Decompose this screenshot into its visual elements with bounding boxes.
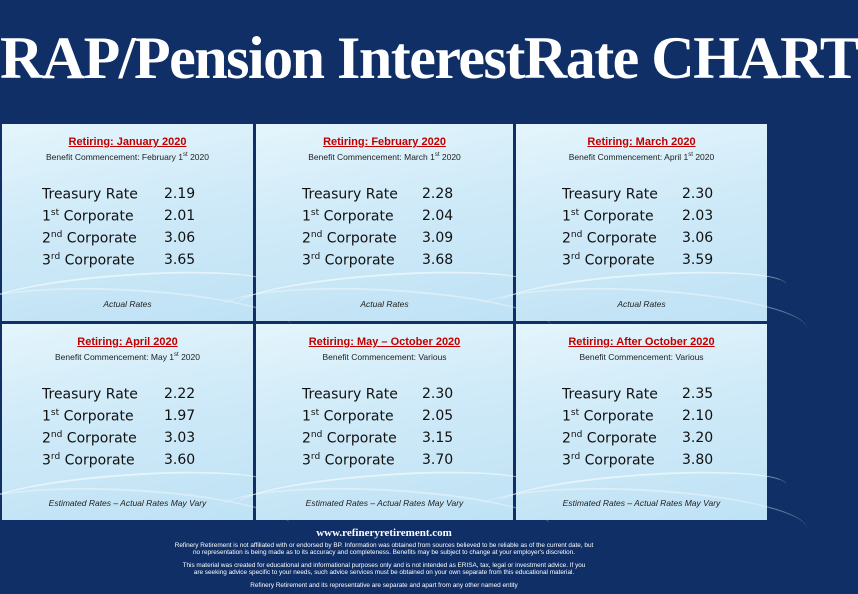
rate-label-text: 1 (302, 408, 311, 425)
rate-value: 2.22 (164, 386, 196, 402)
rate-label-rest: Corporate (579, 208, 654, 225)
rate-label-rest: Corporate (59, 408, 134, 425)
rate-label (302, 252, 395, 269)
rate-value: 1.97 (164, 408, 196, 424)
panel-heading: Retiring: February 2020 (323, 136, 446, 148)
commencement-year: 2020 (692, 152, 715, 162)
rate-row (516, 252, 767, 274)
rate-label-text: 3 (302, 452, 311, 469)
rate-row (256, 430, 513, 452)
rate-label-rest: Corporate (60, 252, 135, 269)
rate-panel (2, 324, 253, 520)
header-banner (0, 0, 858, 122)
benefit-commencement (256, 352, 513, 362)
rate-label (42, 230, 137, 247)
website-url[interactable]: www.refineryretirement.com (316, 527, 452, 539)
rate-label-ordinal: nd (570, 230, 583, 240)
rate-label (562, 430, 657, 447)
rate-value: 2.19 (164, 186, 196, 202)
panel-footnote: Estimated Rates – Actual Rates May Vary (562, 498, 721, 508)
rate-row (516, 208, 767, 230)
rate-label-rest: Corporate (322, 430, 397, 447)
rate-label (562, 208, 654, 225)
rate-row (516, 408, 767, 430)
panel-heading: Retiring: May – October 2020 (308, 336, 461, 348)
rate-label (42, 386, 138, 403)
rate-panel (516, 124, 767, 321)
rate-label-rest: Corporate (579, 408, 654, 425)
rate-label (562, 452, 655, 469)
rate-row (2, 186, 253, 208)
rate-row (2, 386, 253, 408)
panel-footnote: Actual Rates (617, 299, 666, 309)
rate-row (256, 208, 513, 230)
rate-value: 3.03 (164, 430, 196, 446)
rate-label (562, 408, 654, 425)
rate-label-ordinal: nd (310, 230, 323, 240)
rate-value: 3.20 (682, 430, 714, 446)
rate-value: 2.30 (422, 386, 454, 402)
rate-label (302, 430, 397, 447)
rate-value: 2.01 (164, 208, 196, 224)
rate-label-ordinal: rd (50, 252, 61, 262)
rate-label-rest: Corporate (582, 430, 657, 447)
benefit-commencement (516, 152, 767, 162)
panel-heading: Retiring: April 2020 (77, 336, 178, 348)
panel-heading: Retiring: After October 2020 (568, 336, 715, 348)
rates-grid (0, 122, 768, 522)
rate-label-text: 3 (562, 252, 571, 269)
rate-value: 2.10 (682, 408, 714, 424)
commencement-year: 2020 (187, 152, 209, 162)
rate-label (42, 186, 138, 203)
rate-label-rest: Corporate (580, 252, 655, 269)
rate-value: 3.70 (422, 452, 454, 468)
rate-row (256, 186, 513, 208)
rate-row (256, 408, 513, 430)
rate-value: 3.09 (422, 230, 454, 246)
rate-value: 3.65 (164, 252, 196, 268)
rate-label-ordinal: st (570, 208, 580, 218)
rate-label (302, 186, 398, 203)
rate-label-text: 1 (42, 408, 51, 425)
disclaimer-line: This material was created for educational and informational purposes only and is not intended as ERISA, tax, legal or investment advice. If you (182, 562, 586, 569)
rate-value: 3.59 (682, 252, 714, 268)
disclaimer-line: Refinery Retirement is not affiliated with or endorsed by BP. Information was obtained from sources believed to be reliable as of the current date, but (174, 542, 594, 549)
commencement-ordinal: st (688, 152, 693, 159)
rate-label-ordinal: rd (310, 452, 321, 462)
disclaimer-line: no representation is being made as to its accuracy and completeness. Benefits may be subject to change at your employer's discretion. (192, 549, 576, 556)
rate-label-ordinal: rd (50, 452, 61, 462)
rate-label-ordinal: nd (50, 230, 63, 240)
rate-label-text: 1 (562, 408, 571, 425)
disclaimer-line: Refinery Retirement and its representative are separate and apart from any other named entity (250, 582, 518, 589)
rate-row (516, 430, 767, 452)
rate-label-text: Treasury Rate (42, 186, 138, 203)
rate-label-ordinal: st (310, 208, 320, 218)
rate-value: 2.28 (422, 186, 454, 202)
rate-label-text: 2 (42, 230, 51, 247)
page-title: RAP/Pension InterestRate CHART (0, 25, 858, 91)
rate-value: 2.30 (682, 186, 714, 202)
rate-panel (256, 124, 513, 321)
panel-footnote: Actual Rates (360, 299, 409, 309)
rate-row (516, 452, 767, 474)
rate-label-text: Treasury Rate (302, 386, 398, 403)
rate-row (2, 252, 253, 274)
rate-value: 3.06 (682, 230, 714, 246)
rate-label-rest: Corporate (319, 208, 394, 225)
commencement-year: 2020 (439, 152, 461, 162)
rate-label-ordinal: st (50, 208, 60, 218)
rate-label-ordinal: nd (50, 430, 63, 440)
rate-label (302, 408, 394, 425)
rate-label-text: 1 (302, 208, 311, 225)
rate-label (42, 208, 134, 225)
rate-value: 3.06 (164, 230, 196, 246)
rate-label-rest: Corporate (319, 408, 394, 425)
commencement-text: Benefit Commencement: April 1 (568, 152, 689, 162)
rate-label-text: 2 (562, 230, 571, 247)
rate-label (302, 386, 398, 403)
rate-label-rest: Corporate (62, 430, 137, 447)
rate-label (42, 430, 137, 447)
commencement-text: Benefit Commencement: May 1 (54, 352, 175, 362)
panel-footnote: Estimated Rates – Actual Rates May Vary (305, 498, 464, 508)
commencement-year: 2020 (178, 352, 200, 362)
commencement-text: Benefit Commencement: February 1 (46, 152, 184, 162)
commencement-ordinal: st (183, 152, 188, 159)
rate-value: 3.80 (682, 452, 714, 468)
rate-row (256, 386, 513, 408)
commencement-text: Benefit Commencement: March 1 (308, 152, 435, 162)
rate-label-rest: Corporate (580, 452, 655, 469)
rate-label-text: 2 (42, 430, 51, 447)
commencement-ordinal: st (174, 352, 179, 359)
rate-label-ordinal: rd (570, 452, 581, 462)
rate-value: 2.35 (682, 386, 714, 402)
rate-panel (256, 324, 513, 520)
rate-label-text: 1 (562, 208, 571, 225)
commencement-ordinal: st (434, 152, 440, 159)
rate-row (2, 452, 253, 474)
rate-label (562, 230, 657, 247)
benefit-commencement (516, 352, 767, 362)
rate-label-rest: Corporate (60, 452, 135, 469)
rate-label-rest: Corporate (62, 230, 137, 247)
rate-label-text: 2 (302, 230, 311, 247)
rate-row (2, 430, 253, 452)
rate-label-ordinal: rd (310, 252, 321, 262)
rate-panel (2, 124, 253, 321)
benefit-commencement (256, 152, 513, 162)
rate-label-ordinal: nd (310, 430, 323, 440)
rate-label-rest: Corporate (59, 208, 134, 225)
rate-label (302, 230, 397, 247)
rate-value: 2.05 (422, 408, 454, 424)
rate-label (302, 452, 395, 469)
rate-label (42, 452, 135, 469)
rate-row (516, 186, 767, 208)
rate-label-ordinal: st (570, 408, 580, 418)
panel-heading: Retiring: March 2020 (587, 136, 696, 148)
commencement-text: Benefit Commencement: Various (322, 352, 447, 362)
rate-label (302, 208, 394, 225)
rate-row (2, 208, 253, 230)
rate-row (516, 386, 767, 408)
rate-label-ordinal: nd (570, 430, 583, 440)
rate-label-text: 3 (562, 452, 571, 469)
rate-value: 3.68 (422, 252, 454, 268)
rate-label-rest: Corporate (320, 452, 395, 469)
rate-label-text: 3 (302, 252, 311, 269)
rate-value: 3.60 (164, 452, 196, 468)
panel-footnote: Estimated Rates – Actual Rates May Vary (48, 498, 207, 508)
rate-label-rest: Corporate (582, 230, 657, 247)
rate-row (256, 230, 513, 252)
rate-label-text: Treasury Rate (42, 386, 138, 403)
rate-label-text: Treasury Rate (302, 186, 398, 203)
rate-label-rest: Corporate (320, 252, 395, 269)
rate-value: 2.04 (422, 208, 454, 224)
rate-row (256, 452, 513, 474)
rate-label-ordinal: st (310, 408, 320, 418)
rate-label (562, 386, 658, 403)
rate-label (42, 408, 134, 425)
rate-value: 2.03 (682, 208, 714, 224)
commencement-text: Benefit Commencement: Various (579, 352, 704, 362)
rate-label (42, 252, 135, 269)
rate-value: 3.15 (422, 430, 454, 446)
rate-row (256, 252, 513, 274)
rate-label-text: 2 (562, 430, 571, 447)
rate-label-text: 2 (302, 430, 311, 447)
rate-label-ordinal: rd (570, 252, 581, 262)
rate-label-rest: Corporate (322, 230, 397, 247)
rate-label-text: 3 (42, 452, 51, 469)
disclaimer-line: are seeking advice specific to your needs, such advice services must be obtained on your own separate from this educational material. (193, 569, 575, 576)
rate-row (2, 230, 253, 252)
benefit-commencement (2, 352, 253, 362)
footer (0, 522, 768, 594)
rate-label (562, 252, 655, 269)
rate-label-text: Treasury Rate (562, 186, 658, 203)
rate-row (516, 230, 767, 252)
rate-label-ordinal: st (50, 408, 60, 418)
rate-label-text: 1 (42, 208, 51, 225)
panel-heading: Retiring: January 2020 (68, 136, 187, 148)
rate-row (2, 408, 253, 430)
benefit-commencement (2, 152, 253, 162)
rate-label-text: Treasury Rate (562, 386, 658, 403)
panel-footnote: Actual Rates (103, 299, 152, 309)
rate-label-text: 3 (42, 252, 51, 269)
rate-panel (516, 324, 767, 520)
rate-label (562, 186, 658, 203)
